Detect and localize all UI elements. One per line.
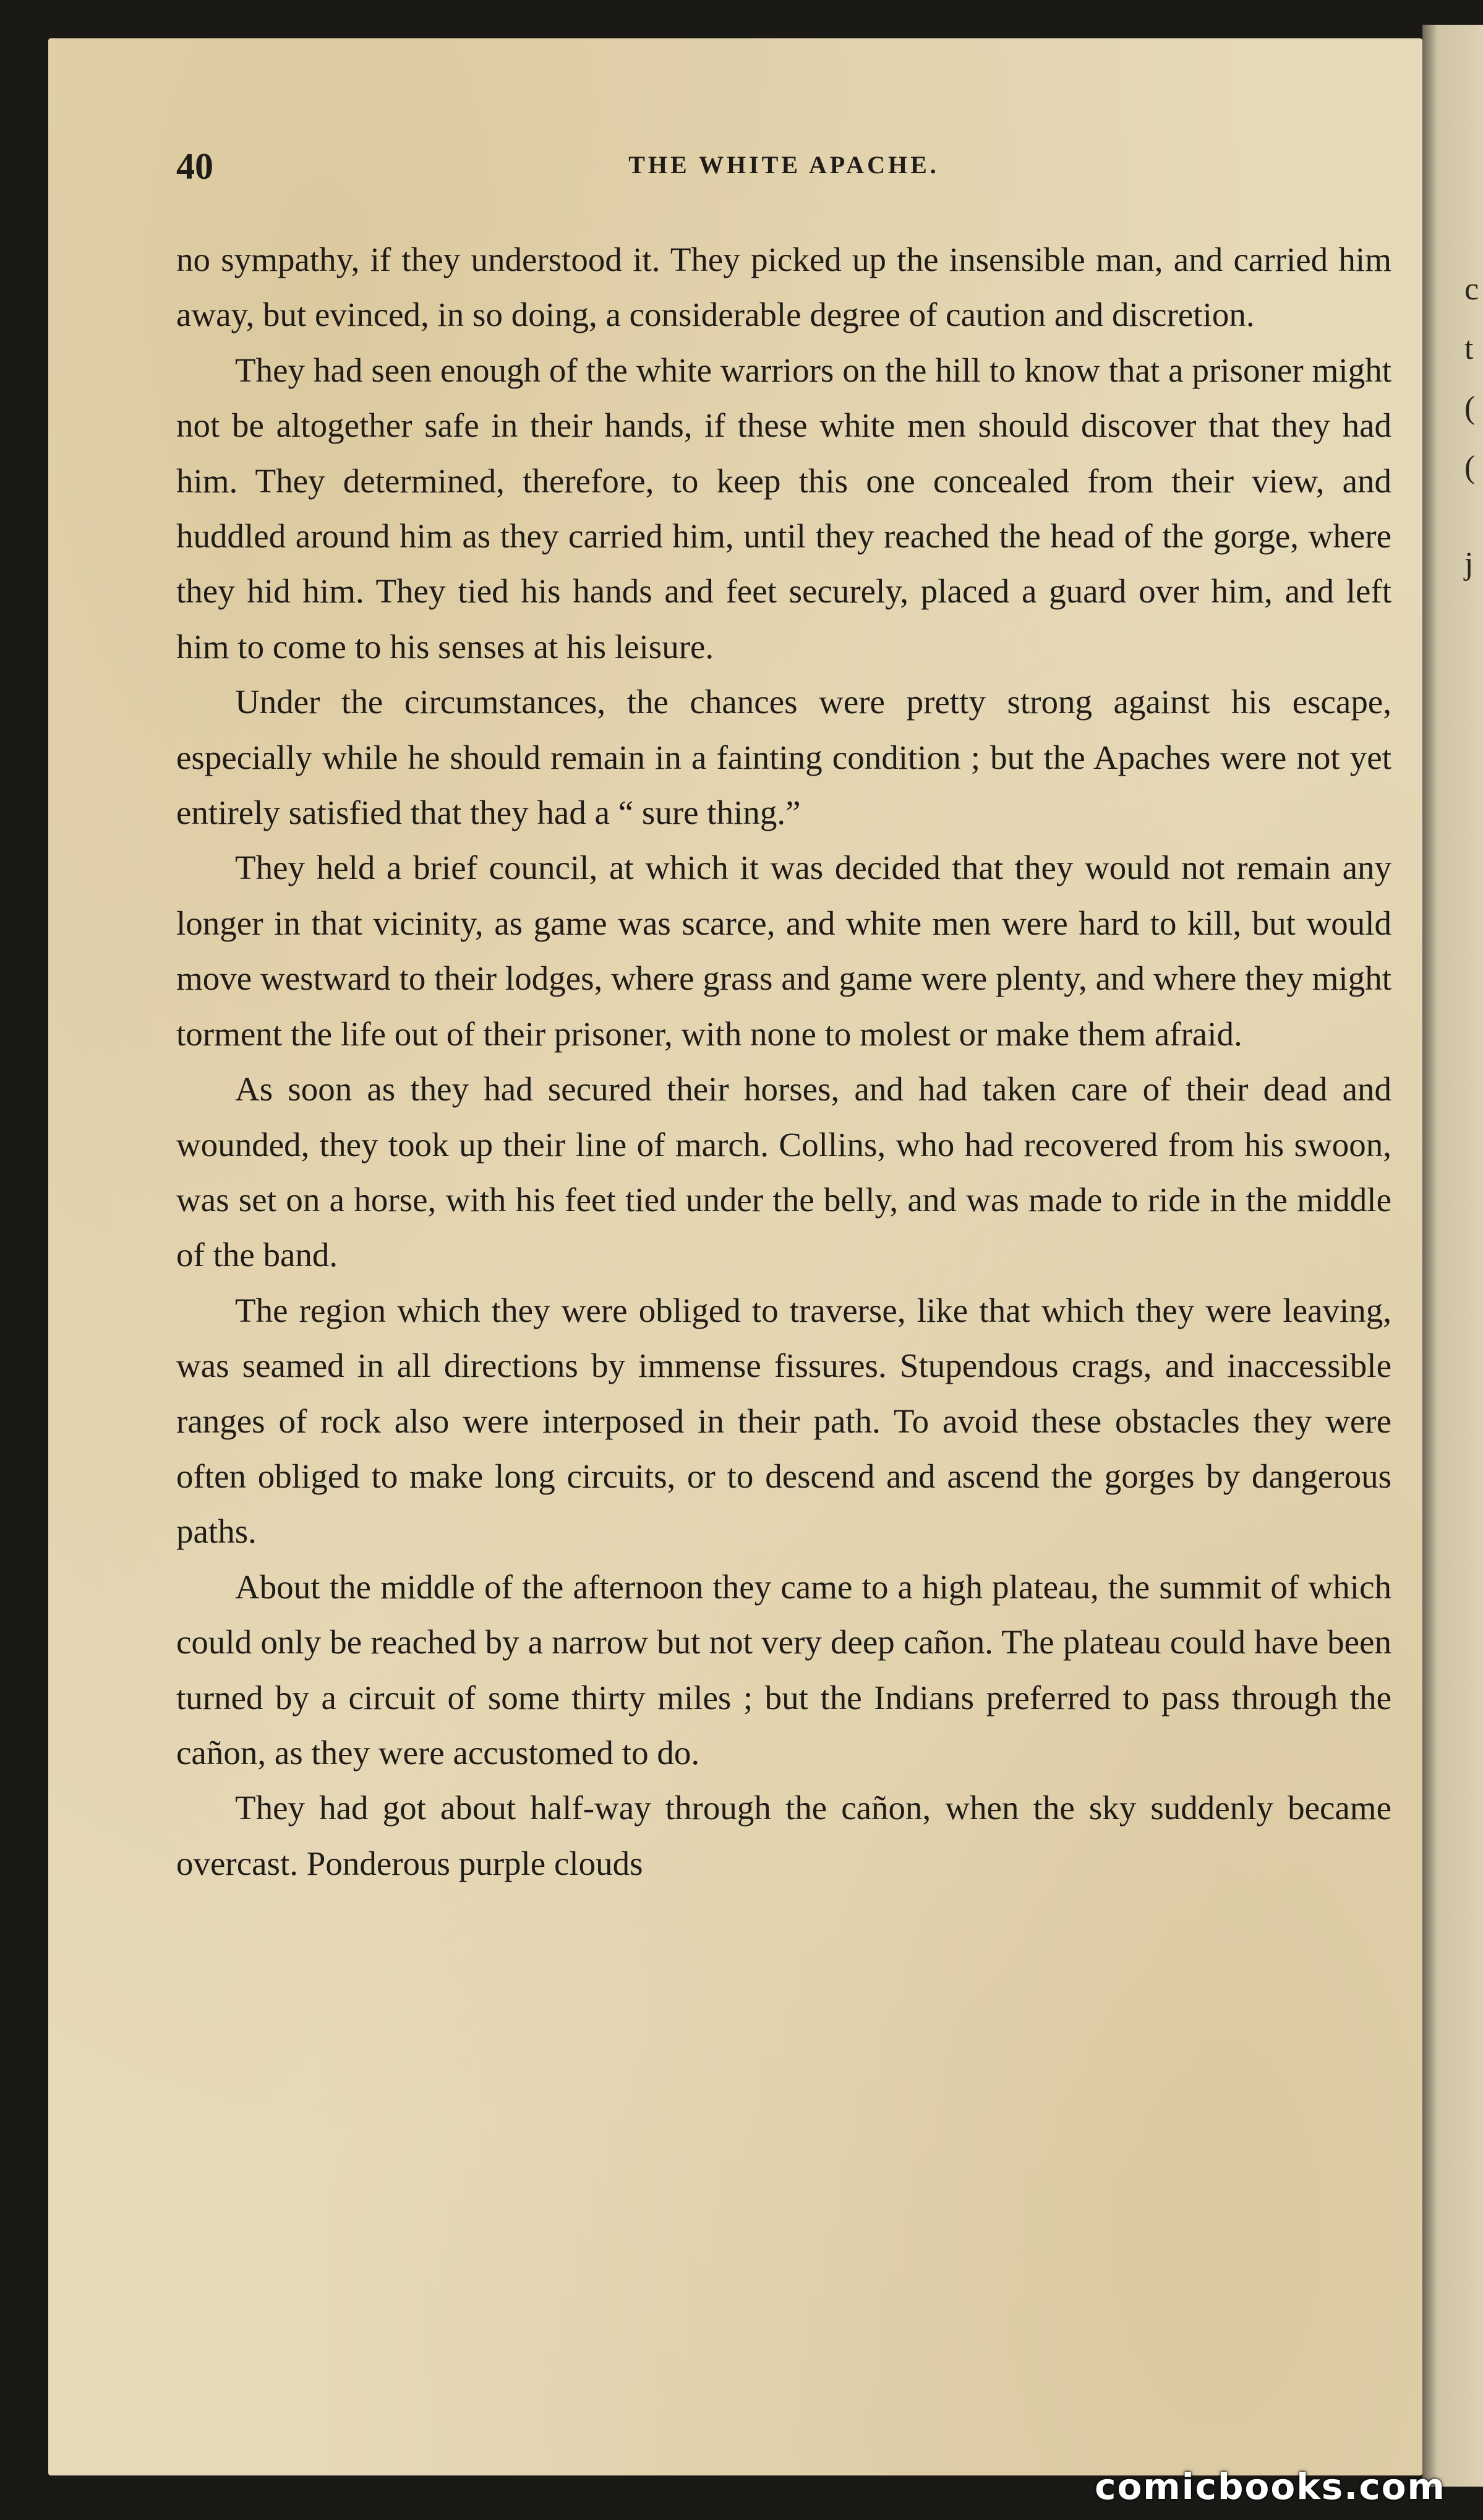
paragraph: no sympathy, if they understood it. They picked up the insensible man, and carried him away, but evinced, in so doing, a considerable degree of caution and discretion. xyxy=(176,241,1391,334)
paragraph: They had got about half-way through the cañon, when the sky suddenly became overcast. Ponderous purple clouds xyxy=(176,1789,1391,1882)
edge-fragment: c xyxy=(1464,272,1479,307)
edge-fragment: j xyxy=(1464,546,1474,581)
paragraph: As soon as they had secured their horses, and had taken care of their dead and wounded, they took up their line of march. Collins, who had recovered from his swoon, was set on a horse, with his feet tied under the belly, and was made to ride in the middle of the band. xyxy=(176,1070,1391,1274)
edge-fragment: ( xyxy=(1464,390,1476,426)
paragraph: Under the circumstances, the chances were pretty strong against his escape, especially while he should remain in a fainting condition ; but the Apaches were not yet entirely satisfied that they had a “ sure thing.” xyxy=(176,683,1391,832)
running-title: THE WHITE APACHE. xyxy=(628,151,939,179)
edge-fragment: ( xyxy=(1464,450,1476,485)
page-header xyxy=(176,145,1391,195)
paragraph: They had seen enough of the white warriors on the hill to know that a prisoner might not be altogether safe in their hands, if these white men should discover that they had him. They determined, therefore, to keep this one concealed from their view, and huddled around him as they carried him, until they reached the head of the gorge, where they hid him. They tied his hands and feet securely, placed a guard over him, and left him to come to his senses at his leisure. xyxy=(176,351,1391,666)
adjacent-page-text-fragments xyxy=(1464,260,1479,594)
body-text xyxy=(176,232,1391,1891)
watermark: comicbooks.com xyxy=(1095,2466,1446,2508)
paragraph: The region which they were obliged to traverse, like that which they were leaving, was seamed in all directions by immense fissures. Stupendous crags, and inaccessible ranges of rock also were interposed in their path. To avoid these obstacles they were often obliged to make long circuits, or to descend and ascend the gorges by dangerous paths. xyxy=(176,1291,1391,1551)
paragraph: About the middle of the afternoon they came to a high plateau, the summit of which could only be reached by a narrow but not very deep cañon. The plateau could have been turned by a circuit of some thirty miles ; but the Indians preferred to pass through the cañon, as they were accustomed to do. xyxy=(176,1567,1391,1772)
page-number: 40 xyxy=(176,146,213,187)
paragraph: They held a brief council, at which it was decided that they would not remain any longer in that vicinity, as game was scarce, and white men were hard to kill, but would move westward to their lodges, where grass and game were plenty, and where they might torment the life out of their prisoner, with none to molest or make them afraid. xyxy=(176,849,1391,1053)
edge-fragment: t xyxy=(1464,331,1474,366)
